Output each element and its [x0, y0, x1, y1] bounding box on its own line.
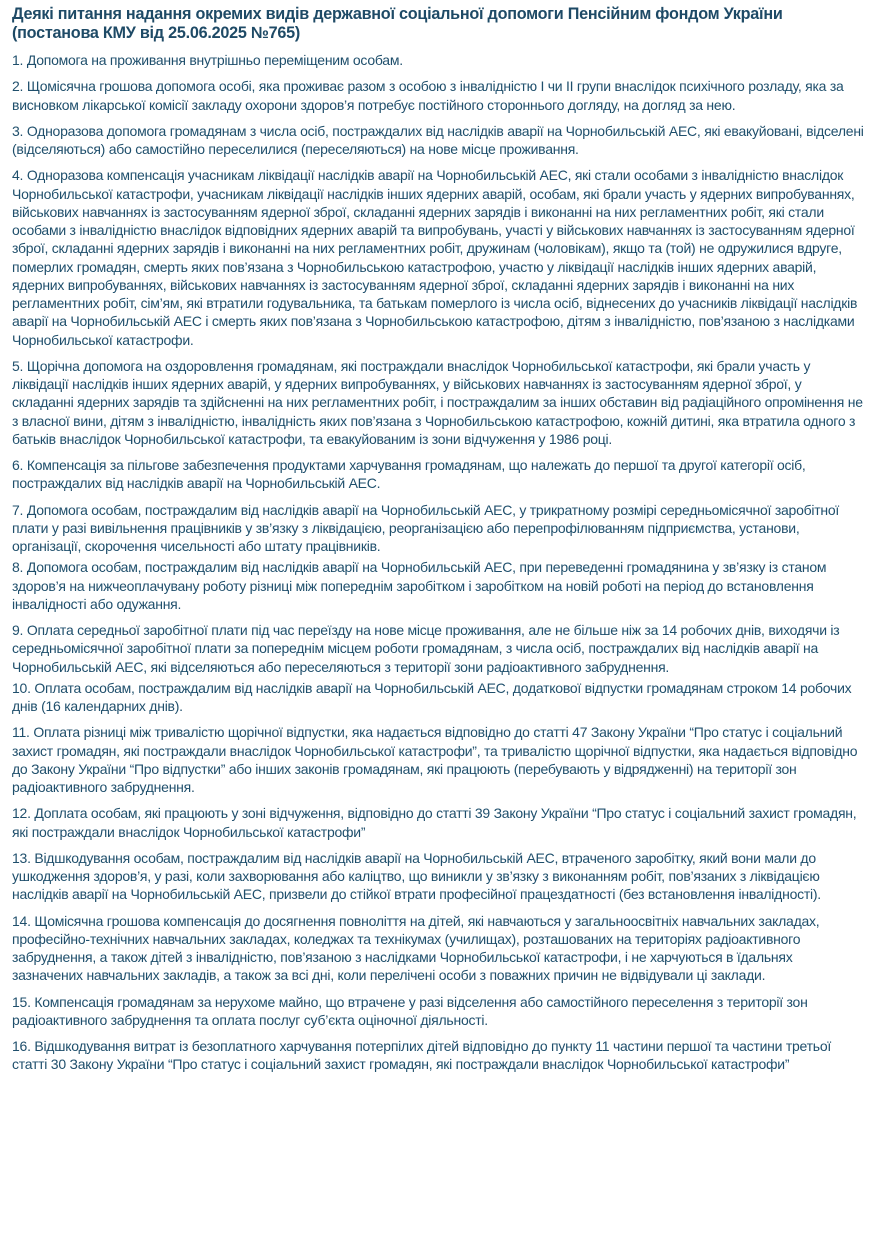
assistance-list — [12, 51, 866, 1074]
list-item: 12. Доплата особам, які працюють у зоні відчуження, відповідно до статті 39 Закону України “Про статус і соціальний захист громадян, які постраждали внаслідок Чорнобильської катастрофи” — [12, 805, 857, 840]
list-item: 5. Щорічна допомога на оздоровлення громадянам, які постраждали внаслідок Чорнобильської катастрофи, які брали участь у ліквідації наслідків інших ядерних аварій, у ядерних випробуваннях, у військових навчаннях із застосуванням ядерної зброї, у складанні ядерних зарядів та здійсненні на них регламентних робіт, і постраждалим за інших обставин від радіаційного опромінення не з власної вини, дітям з інвалідністю, інвалідність яких пов’язана з Чорнобильською катастрофою, кожній дитині, яка втратила одного з батьків внаслідок Чорнобильської катастрофи, та евакуйованим із зони відчуження у 1986 році. — [12, 357, 863, 447]
list-item: 8. Допомога особам, постраждалим від наслідків аварії на Чорнобильській АЕС, при переведенні громадянина у зв’язку із станом здоров’я на нижчеоплачувану роботу різниці між попереднім заробітком і заробітком на новій роботі на період до встановлення інвалідності або одужання. — [12, 559, 827, 612]
list-item: 3. Одноразова допомога громадянам з числа осіб, постраждалих від наслідків аварії на Чорнобильській АЕС, які евакуйовані, відселені (відселяються) або самостійно переселилися (переселяються) на нове місце проживання. — [12, 122, 864, 157]
list-item: 13. Відшкодування особам, постраждалим від наслідків аварії на Чорнобильській АЕС, втраченого заробітку, який вони мали до ушкодження здоров’я, у разі, коли захворювання або каліцтво, що виникли у зв’язку з виконанням робіт, пов’язаних з ліквідацією наслідків аварії на Чорнобильській АЕС, призвели до стійкої втрати професійної працездатності (без встановлення інвалідності). — [12, 849, 821, 903]
list-item: 7. Допомога особам, постраждалим від наслідків аварії на Чорнобильській АЕС, у трикратному розмірі середньомісячної заробітної плати у разі вивільнення працівників у зв’язку з ліквідацією, реорганізацією або перепрофілюванням підприємства, установи, організації, скорочення чисельності або штату працівників. — [12, 501, 840, 554]
list-item: 16. Відшкодування витрат із безоплатного харчування потерпілих дітей відповідно до пункту 11 частини першої та частини третьої статті 30 Закону України “Про статус і соціальний захист громадян, які постраждали внаслідок Чорнобильської катастрофи” — [12, 1038, 832, 1073]
list-item: 6. Компенсація за пільгове забезпечення продуктами харчування громадянам, що належать до першої та другої категорії осіб, постраждалих від наслідків аварії на Чорнобильській АЕС. — [12, 457, 806, 492]
document-title: Деякі питання надання окремих видів державної соціальної допомоги Пенсійним фондом України (постанова КМУ від 25.06.2025 №765) — [12, 5, 783, 42]
list-item: 10. Оплата особам, постраждалим від наслідків аварії на Чорнобильській АЕС, додаткової відпустки громадянам строком 14 робочих днів (16 календарних днів). — [12, 679, 852, 714]
list-item: 2. Щомісячна грошова допомога особі, яка проживає разом з особою з інвалідністю I чи II групи внаслідок психічного розладу, яка за висновком лікарської комісії закладу охорони здоров’я потребує постійного стороннього догляду, на догляд за нею. — [12, 78, 844, 113]
document — [12, 5, 866, 1074]
list-item: 9. Оплата середньої заробітної плати під час переїзду на нове місце проживання, але не більше ніж за 14 робочих днів, виходячи із середньомісячної заробітної плати за попереднім місцем роботи громадянам, з числа осіб, постраждалих від наслідків аварії на Чорнобильській АЕС, які відселяються або переселяються з території зони радіоактивного забруднення. — [12, 622, 840, 675]
list-item: 14. Щомісячна грошова компенсація до досягнення повноліття на дітей, які навчаються у загальноосвітніх навчальних закладах, професійно-технічних навчальних закладах, коледжах та технікумах (училищах), розташованих на територіях радіоактивного забруднення, а також дітей з інвалідністю, пов’язаною з наслідками Чорнобильської катастрофи, і не харчуються в їдальнях зазначених навчальних закладів, а також за всі дні, коли перелічені особи з поважних причин не відвідували ці заклади. — [12, 912, 820, 984]
list-item: 11. Оплата різниці між тривалістю щорічної відпустки, яка надається відповідно до статті 47 Закону України “Про статус і соціальний захист громадян, які постраждали внаслідок Чорнобильської катастрофи”, та тривалістю щорічної відпустки, яка надається відповідно до Закону України “Про відпустки” або інших законів громадянам, які працюють (перебувають у відрядженні) на території зон радіоактивного забруднення. — [12, 724, 858, 795]
list-item: 15. Компенсація громадянам за нерухоме майно, що втрачене у разі відселення або самостійного переселення з території зон радіоактивного забруднення та оплата послуг суб’єкта оціночної діяльності. — [12, 993, 808, 1028]
list-item: 4. Одноразова компенсація учасникам ліквідації наслідків аварії на Чорнобильській АЕС, які стали особами з інвалідністю внаслідок Чорнобильської катастрофи, учасникам ліквідації наслідків інших ядерних аварій, особам, які брали участь у ядерних випробуваннях, військових навчаннях із застосуванням ядерної зброї, складанні ядерних зарядів і виконанні на них регламентних робіт, які стали особами з інвалідністю внаслідок відповідних ядерних аварій та випробувань, участі у військових навчаннях із застосуванням ядерної зброї, складанні ядерних зарядів і виконанні на них регламентних робіт, дружинам (чоловікам), якщо та (той) не одружилися вдруге, померлих громадян, смерть яких пов’язана з Чорнобильською катастрофою, участю у ліквідації наслідків інших ядерних аварій, ядерних випробуваннях, військових навчаннях із застосуванням ядерної зброї, складанні ядерних зарядів і виконанні на них регламентних робіт, сім’ям, які втратили годувальника, та батькам померлого із числа осіб, віднесених до учасників ліквідації наслідків аварії на Чорнобильській АЕС і смерть яких пов’язана з Чорнобильською катастрофою, дітям з інвалідністю, пов’язаною з наслідками Чорнобильської катастрофи. — [12, 167, 858, 348]
list-item: 1. Допомога на проживання внутрішньо переміщеним особам. — [12, 52, 403, 68]
